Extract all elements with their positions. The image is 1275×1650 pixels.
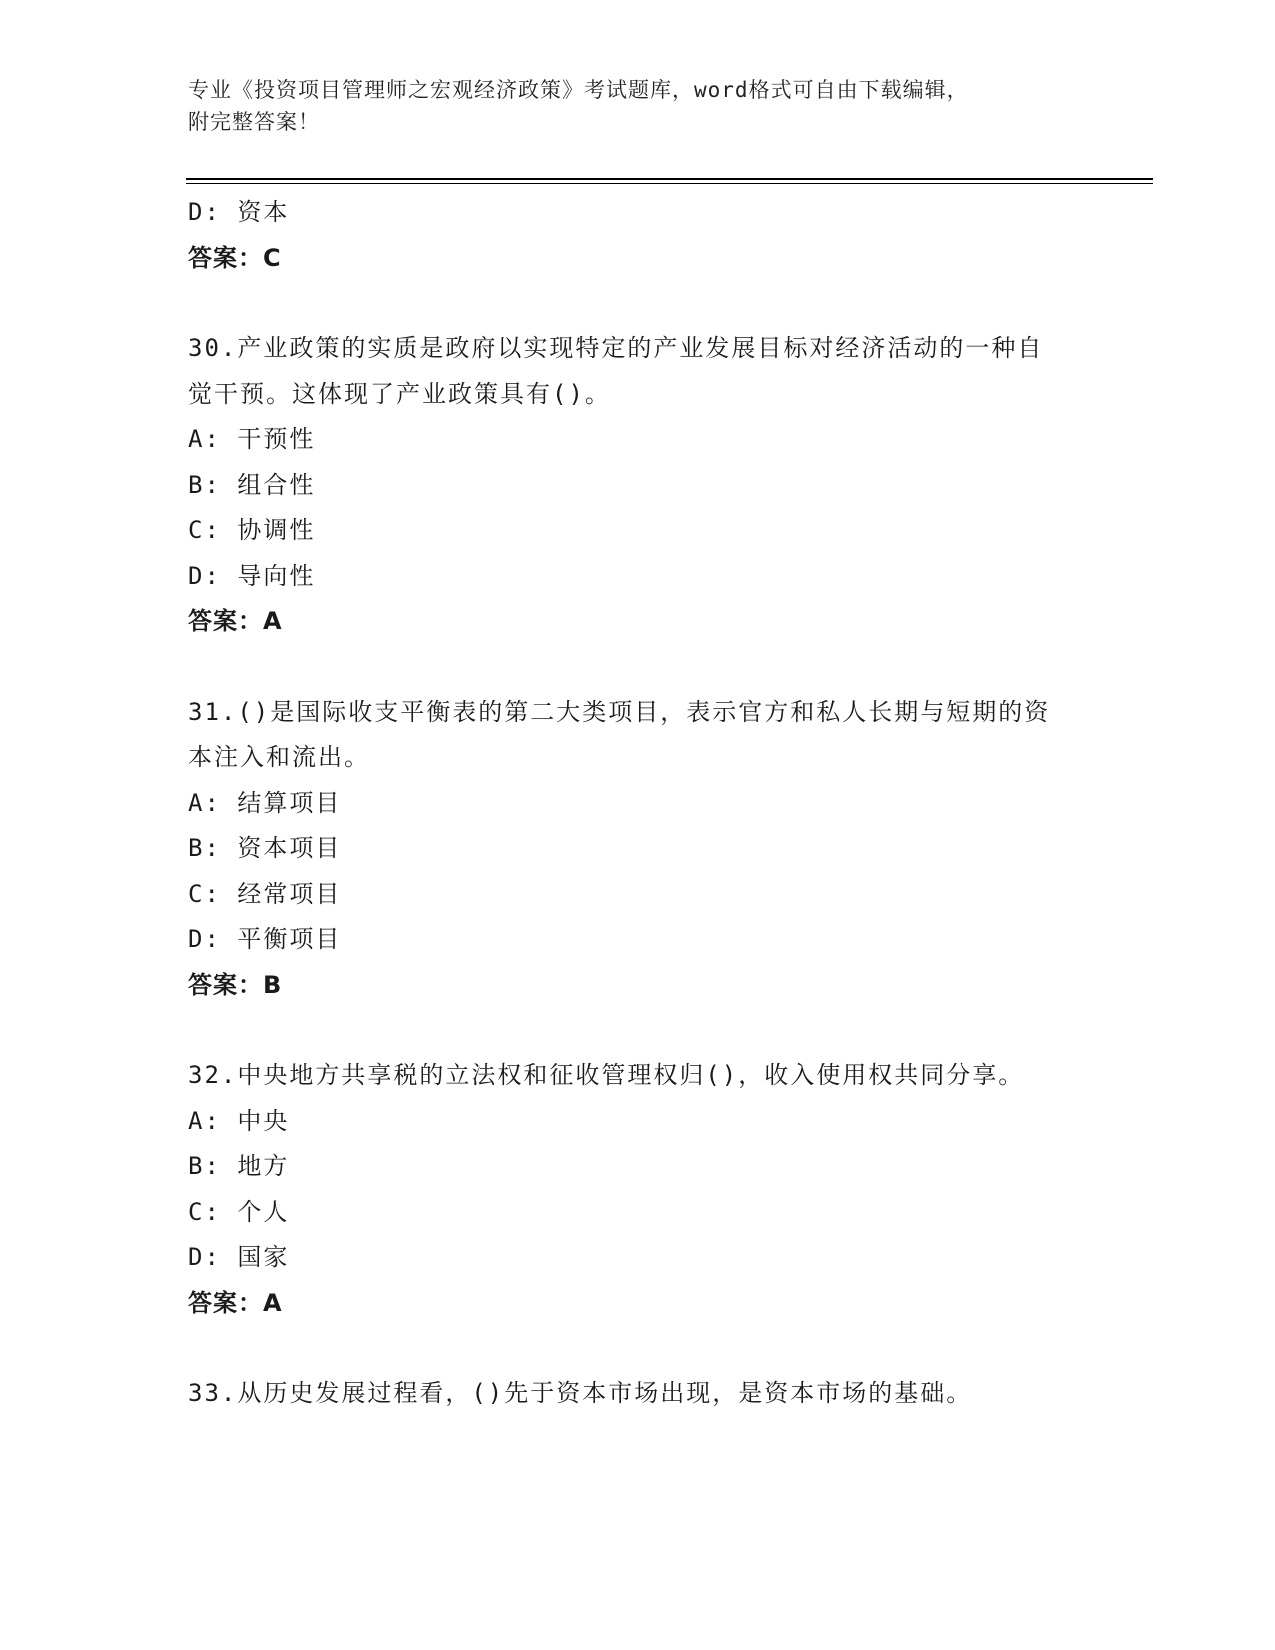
header-rule-thick xyxy=(186,178,1153,180)
question-block-33 xyxy=(188,1371,1088,1417)
answer-label: 答案：B xyxy=(188,970,283,999)
question-block-32 xyxy=(188,1053,1088,1326)
option-b: B: 资本项目 xyxy=(188,834,342,862)
prev-option-d: D: 资本 xyxy=(188,198,290,226)
option-b: B: 组合性 xyxy=(188,470,316,499)
option-c: C: 经常项目 xyxy=(188,879,342,908)
option-d: D: 国家 xyxy=(188,1243,290,1271)
option-d: D: 导向性 xyxy=(188,561,316,590)
answer-label: 答案：A xyxy=(188,607,283,635)
question-block-31 xyxy=(188,690,1088,1009)
option-c: C: 个人 xyxy=(188,1197,290,1226)
header-line-2: 附完整答案！ xyxy=(188,110,320,134)
answer-label: 答案：A xyxy=(188,1288,283,1317)
question-list xyxy=(188,190,1088,1417)
option-a: A: 中央 xyxy=(188,1106,290,1135)
option-c: C: 协调性 xyxy=(188,516,316,544)
option-a: A: 干预性 xyxy=(188,425,316,453)
option-d: D: 平衡项目 xyxy=(188,925,342,953)
header-line-1: 专业《投资项目管理师之宏观经济政策》考试题库，word格式可自由下载编辑， xyxy=(188,78,969,102)
question-text: 33.从历史发展过程看，()先于资本市场出现，是资本市场的基础。 xyxy=(188,1379,973,1407)
document-page xyxy=(188,0,1153,1650)
prev-answer: 答案：C xyxy=(188,243,282,272)
question-block-30 xyxy=(188,326,1088,645)
question-text: 31.()是国际收支平衡表的第二大类项目，表示官方和私人长期与短期的资本注入和流出。 xyxy=(188,697,1051,771)
option-b: B: 地方 xyxy=(188,1152,290,1180)
document-header xyxy=(188,74,1088,138)
option-a: A: 结算项目 xyxy=(188,788,342,817)
question-text: 30.产业政策的实质是政府以实现特定的产业发展目标对经济活动的一种自觉干预。这体现了产业政策具有()。 xyxy=(188,334,1044,408)
header-rule-thin xyxy=(186,183,1153,184)
question-text: 32.中央地方共享税的立法权和征收管理权归()，收入使用权共同分享。 xyxy=(188,1061,1025,1089)
